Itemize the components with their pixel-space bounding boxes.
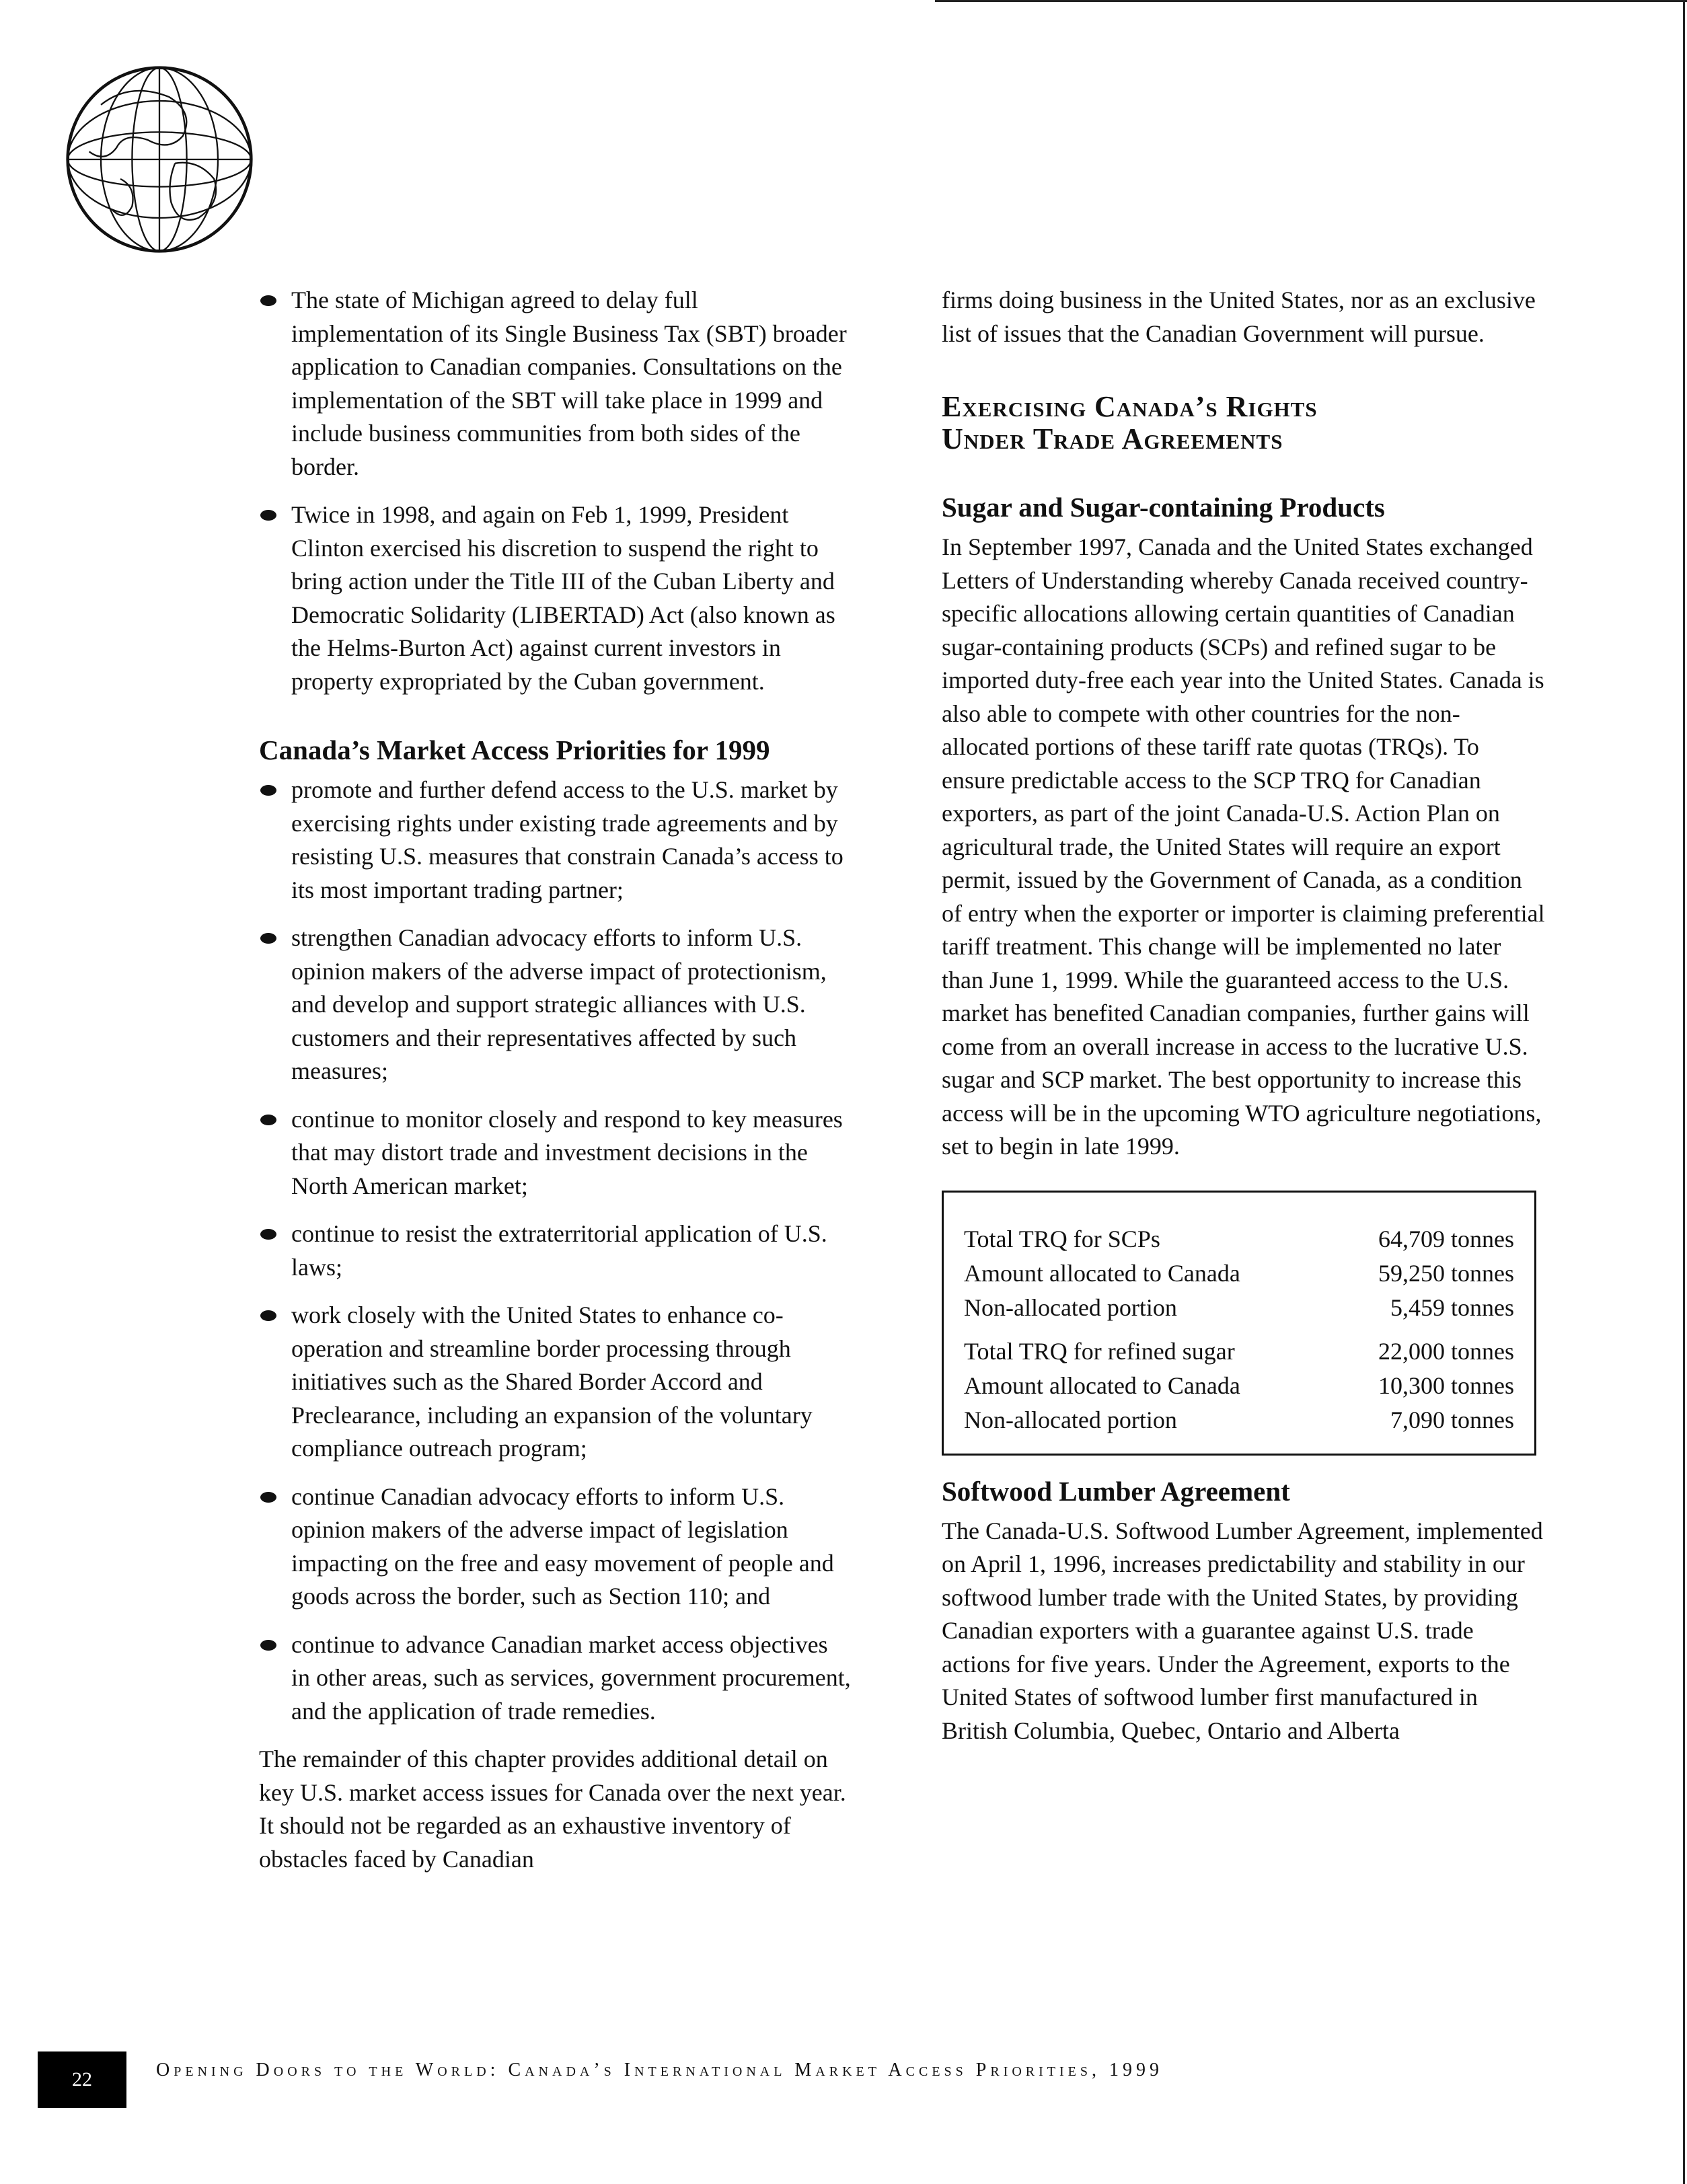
trq-value: 5,459 tonnes (1390, 1293, 1514, 1321)
table-row (964, 1369, 1514, 1403)
right-column (942, 284, 1547, 1747)
trq-value: 7,090 tonnes (1390, 1406, 1514, 1433)
trq-value: 22,000 tonnes (1378, 1337, 1514, 1365)
priority-item: continue to advance Canadian market access objectives in other areas, such as services, government procurement, and the application of trade remedies. (259, 1628, 851, 1729)
sugar-heading: Sugar and Sugar-containing Products (942, 492, 1385, 523)
section-heading-line2: Under Trade Agreements (942, 422, 1283, 455)
closing-paragraph-end: firms doing business in the United States, nor as an exclusive list of issues that the Canadian Government will pursue. (942, 287, 1536, 347)
globe-logo-icon (62, 62, 257, 257)
section-heading-line1: Exercising Canada’s Rights (942, 390, 1318, 423)
trq-label: Amount allocated to Canada (964, 1259, 1240, 1287)
trq-value: 10,300 tonnes (1378, 1371, 1514, 1399)
table-row (964, 1256, 1514, 1291)
trq-label: Total TRQ for refined sugar (964, 1337, 1235, 1365)
trq-table (942, 1191, 1536, 1456)
lumber-heading: Softwood Lumber Agreement (942, 1475, 1290, 1507)
bullet-item: Twice in 1998, and again on Feb 1, 1999, President Clinton exercised his discretion to suspend the right to bring action under the Title III of the Cuban Liberty and Democratic Solidarity (LIBERTAD) Act (also known as the Helms-Burton Act) against current investors in property expropriated by the Cuban government. (259, 498, 851, 698)
top-rule (935, 0, 1687, 2)
trq-label: Non-allocated portion (964, 1406, 1177, 1433)
priority-item: continue to monitor closely and respond to key measures that may distort trade and investment decisions in the North American market; (259, 1103, 851, 1203)
priority-item: continue to resist the extraterritorial application of U.S. laws; (259, 1217, 851, 1284)
table-row (964, 1403, 1514, 1437)
priority-item: promote and further defend access to the U.S. market by exercising rights under existing trade agreements and by resisting U.S. measures that constrain Canada’s access to its most important trading partner; (259, 774, 851, 907)
priority-item: strengthen Canadian advocacy efforts to inform U.S. opinion makers of the adverse impact of protectionism, and develop and support strategic alliances with U.S. customers and their representatives affected by such measures; (259, 921, 851, 1088)
left-column (259, 284, 851, 1876)
section-heading (942, 391, 1547, 455)
closing-paragraph-start: The remainder of this chapter provides additional detail on key U.S. market access issues for Canada over the next year. It should not be regarded as an exhaustive inventory of obstacles faced by Canadian (259, 1745, 846, 1873)
trq-value: 64,709 tonnes (1378, 1225, 1514, 1252)
running-title: Opening Doors to the World: Canada’s International Market Access Priorities, 1999 (156, 2060, 1164, 2080)
page-number: 22 (38, 2051, 126, 2108)
bullet-item: The state of Michigan agreed to delay full implementation of its Single Business Tax (SBT) broader application to Canadian companies. Consultations on the implementation of the SBT will take place in 1999 and include business communities from both sides of the border. (259, 284, 851, 484)
table-row (964, 1291, 1514, 1325)
trq-label: Total TRQ for SCPs (964, 1225, 1160, 1252)
table-row (964, 1334, 1514, 1369)
priority-item: work closely with the United States to enhance co-operation and streamline border processing through initiatives such as the Shared Border Accord and Preclearance, including an expansion of the voluntary compliance outreach program; (259, 1299, 851, 1466)
trq-label: Amount allocated to Canada (964, 1371, 1240, 1399)
table-row (964, 1222, 1514, 1256)
trq-value: 59,250 tonnes (1378, 1259, 1514, 1287)
priorities-heading: Canada’s Market Access Priorities for 1999 (259, 735, 770, 765)
right-rule (1683, 0, 1685, 2184)
lumber-paragraph: The Canada-U.S. Softwood Lumber Agreement, implemented on April 1, 1996, increases predictability and stability in our softwood lumber trade with the United States, by providing Canadian exporters with a guarantee against U.S. trade actions for five years. Under the Agreement, exports to the United States of softwood lumber first manufactured in British Columbia, Quebec, Ontario and Alberta (942, 1517, 1543, 1744)
trq-label: Non-allocated portion (964, 1293, 1177, 1321)
priority-item: continue Canadian advocacy efforts to inform U.S. opinion makers of the adverse impact of legislation impacting on the free and easy movement of people and goods across the border, such as Section 110; and (259, 1480, 851, 1614)
sugar-paragraph: In September 1997, Canada and the United States exchanged Letters of Understanding whereby Canada received country-specific allocations allowing certain quantities of Canadian sugar-containing products (SCPs) and refined sugar to be imported duty-free each year into the United States. Canada is also able to compete with other countries for the non-allocated portions of these tariff rate quotas (TRQs). To ensure predictable access to the SCP TRQ for Canadian exporters, as part of the joint Canada-U.S. Action Plan on agricultural trade, the United States will require an export permit, issued by the Government of Canada, as a condition of entry when the exporter or importer is claiming preferential tariff treatment. This change will be implemented no later than June 1, 1999. While the guaranteed access to the U.S. market has benefited Canadian companies, further gains will come from an overall increase in access to the lucrative U.S. sugar and SCP market. The best opportunity to increase this access will be in the upcoming WTO agriculture negotiations, set to begin in late 1999. (942, 533, 1545, 1160)
